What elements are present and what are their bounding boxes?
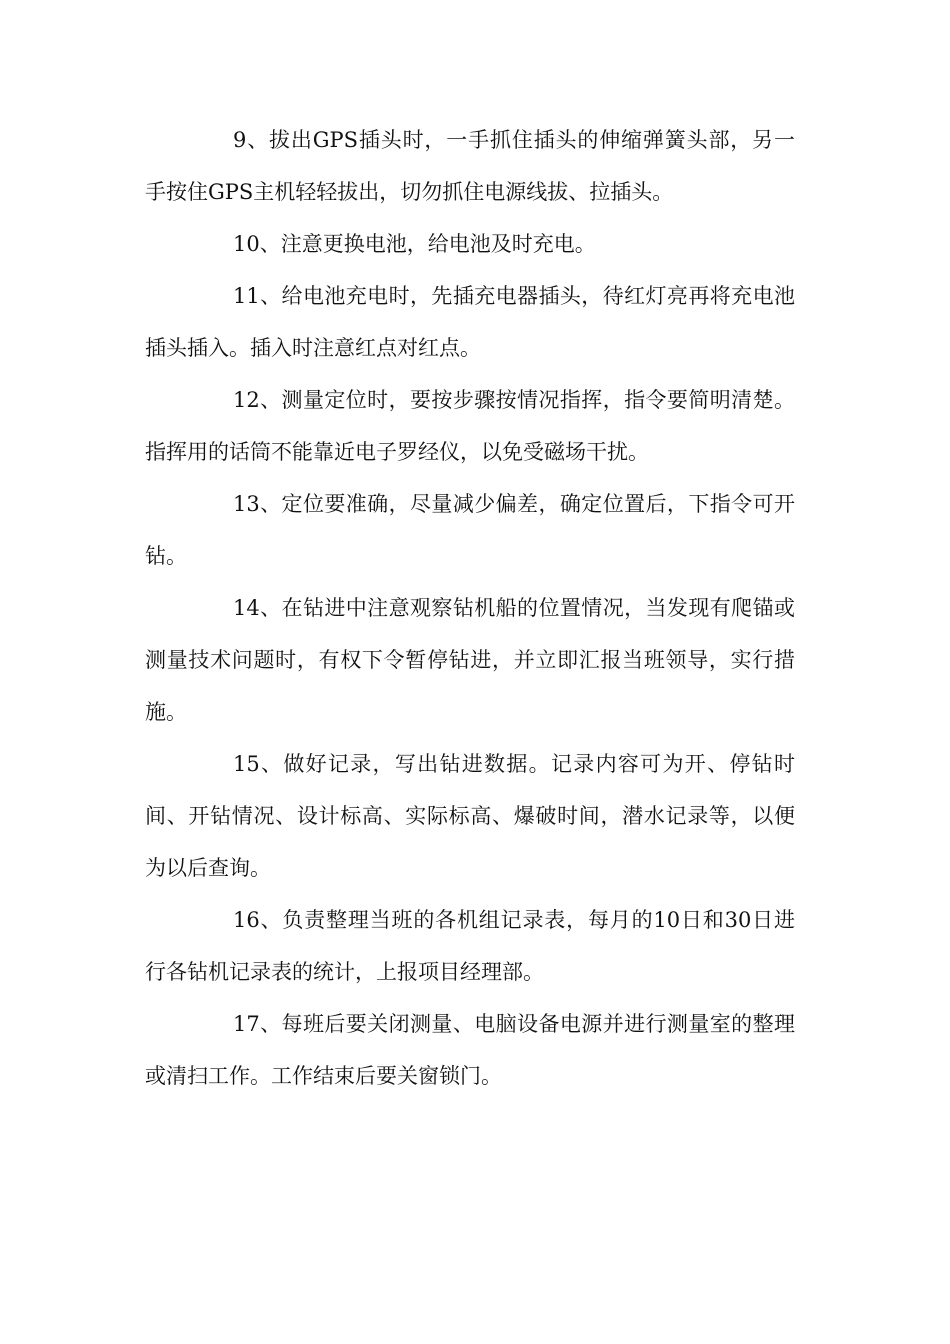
paragraph-item-11: 11、给电池充电时，先插充电器插头，待红灯亮再将充电池插头插入。插入时注意红点对红点。 bbox=[145, 284, 795, 360]
paragraph-item-15: 15、做好记录，写出钻进数据。记录内容可为开、停钻时间、开钻情况、设计标高、实际标高、爆破时间，潜水记录等，以便为以后查询。 bbox=[145, 752, 795, 880]
paragraph-item-10: 10、注意更换电池，给电池及时充电。 bbox=[233, 232, 596, 256]
paragraph-item-13: 13、定位要准确，尽量减少偏差，确定位置后，下指令可开钻。 bbox=[145, 492, 795, 568]
paragraph-item-17: 17、每班后要关闭测量、电脑设备电源并进行测量室的整理或清扫工作。工作结束后要关窗锁门。 bbox=[145, 1012, 795, 1088]
paragraph-item-9: 9、拔出GPS插头时，一手抓住插头的伸缩弹簧头部，另一手按住GPS主机轻轻拔出，切勿抓住电源线拔、拉插头。 bbox=[145, 128, 795, 204]
paragraph-item-16: 16、负责整理当班的各机组记录表，每月的10日和30日进行各钻机记录表的统计，上报项目经理部。 bbox=[145, 908, 795, 984]
document-body bbox=[145, 114, 795, 1102]
paragraph-item-12: 12、测量定位时，要按步骤按情况指挥，指令要简明清楚。指挥用的话筒不能靠近电子罗经仪，以免受磁场干扰。 bbox=[145, 388, 795, 464]
paragraph-item-14: 14、在钻进中注意观察钻机船的位置情况，当发现有爬锚或测量技术问题时，有权下令暂停钻进，并立即汇报当班领导，实行措施。 bbox=[145, 596, 795, 724]
